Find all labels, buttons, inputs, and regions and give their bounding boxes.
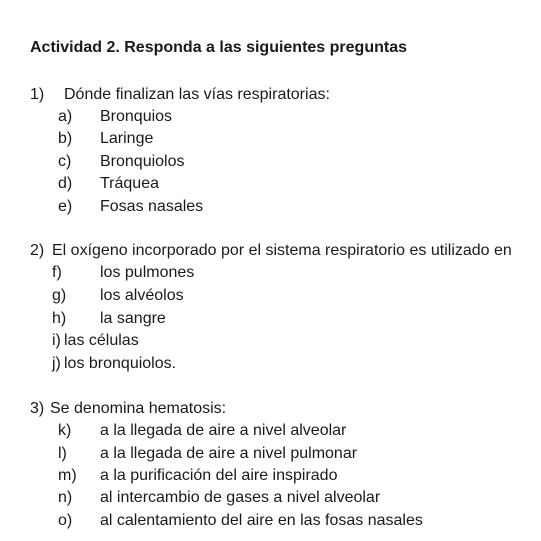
option-k <box>58 421 346 441</box>
option-c <box>58 152 185 172</box>
option-j-letter: j) <box>52 355 61 372</box>
option-h-letter: h) <box>52 310 67 327</box>
option-f-text: los pulmones <box>100 264 195 281</box>
option-m-letter: m) <box>58 467 77 484</box>
option-m-text: a la purificación del aire inspirado <box>100 467 338 484</box>
question-1 <box>30 85 330 105</box>
option-h-text: la sangre <box>100 310 166 327</box>
option-b <box>58 129 153 149</box>
activity-title: Actividad 2. Responda a las siguientes preguntas <box>30 39 407 56</box>
option-l-letter: l) <box>58 445 67 462</box>
option-d-text: Tráquea <box>100 175 159 192</box>
option-j-text: los bronquiolos. <box>64 355 177 372</box>
option-n-text: al intercambio de gases a nivel alveolar <box>100 489 381 506</box>
question-1-text: Dónde finalizan las vías respiratorias: <box>64 86 330 103</box>
option-d <box>58 174 159 194</box>
option-b-text: Laringe <box>100 130 154 147</box>
option-m <box>58 466 337 486</box>
option-e <box>58 197 203 217</box>
question-2 <box>30 241 512 261</box>
option-f-letter: f) <box>52 264 62 281</box>
question-3-number: 3) <box>30 400 45 417</box>
question-3-text: Se denomina hematosis: <box>50 400 227 417</box>
question-2-text: El oxígeno incorporado por el sistema respiratorio es utilizado en <box>52 242 512 259</box>
option-k-text: a la llegada de aire a nivel alveolar <box>100 422 347 439</box>
option-l-text: a la llegada de aire a nivel pulmonar <box>100 445 358 462</box>
question-3 <box>30 399 226 419</box>
option-e-text: Fosas nasales <box>100 198 204 215</box>
option-i <box>52 331 139 351</box>
option-g <box>52 286 184 306</box>
option-j <box>52 354 176 374</box>
option-o-text: al calentamiento del aire en las fosas nasales <box>100 512 423 529</box>
option-i-text: las células <box>64 332 139 349</box>
option-g-letter: g) <box>52 287 67 304</box>
option-a <box>58 107 172 127</box>
option-c-text: Bronquiolos <box>100 153 185 170</box>
option-d-letter: d) <box>58 175 73 192</box>
option-n-letter: n) <box>58 489 73 506</box>
option-a-text: Bronquios <box>100 108 173 125</box>
option-g-text: los alvéolos <box>100 287 184 304</box>
option-c-letter: c) <box>58 153 72 170</box>
question-1-number: 1) <box>30 86 45 103</box>
option-e-letter: e) <box>58 198 73 215</box>
option-i-letter: i) <box>52 332 61 349</box>
option-o <box>58 511 423 531</box>
option-f <box>52 263 194 283</box>
option-a-letter: a) <box>58 108 73 125</box>
option-k-letter: k) <box>58 422 72 439</box>
option-n <box>58 488 380 508</box>
option-l <box>58 444 357 464</box>
option-b-letter: b) <box>58 130 73 147</box>
option-h <box>52 309 166 329</box>
question-2-number: 2) <box>30 242 45 259</box>
option-o-letter: o) <box>58 512 73 529</box>
